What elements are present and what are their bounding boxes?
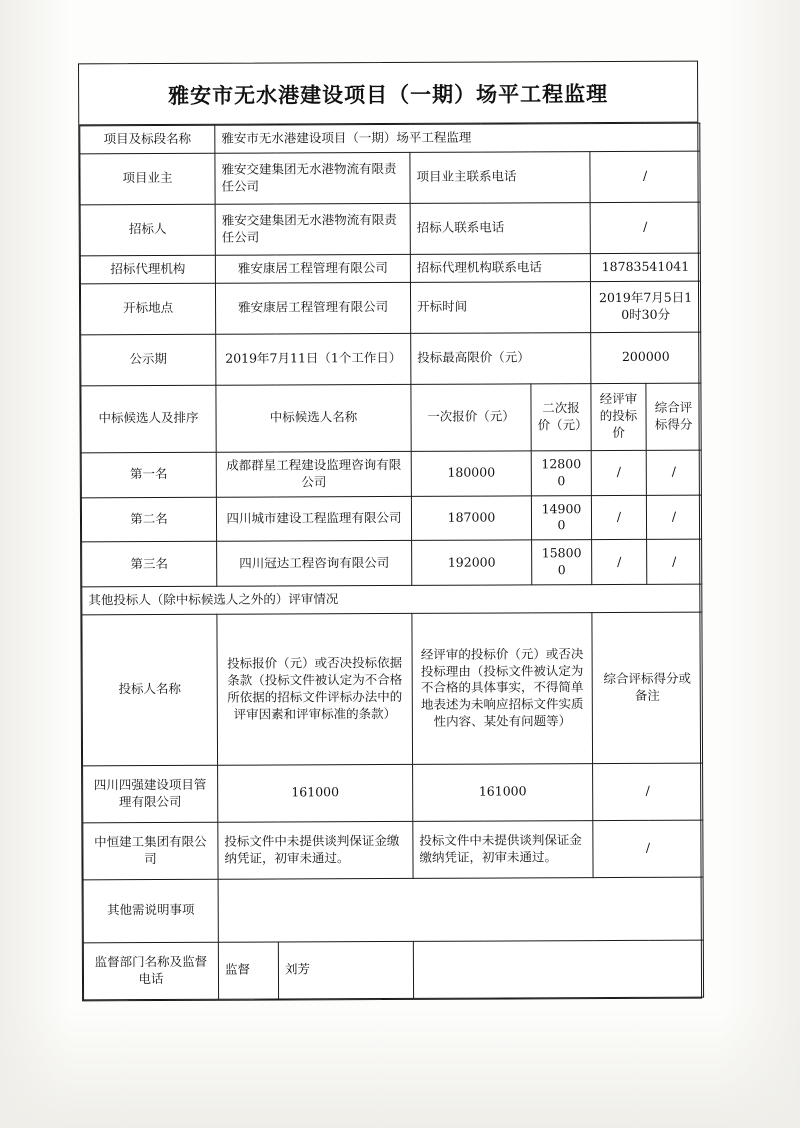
publicity-label: 公示期	[81, 334, 216, 386]
candidate-first-price: 187000	[411, 495, 531, 540]
candidate-name: 四川冠达工程咨询有限公司	[217, 541, 412, 587]
bid-result-announcement-table	[78, 61, 702, 1002]
candidates-reviewed-price-header: 经评审的投标价	[591, 383, 646, 450]
candidate-reviewed-price: /	[591, 495, 646, 540]
max-price-label: 投标最高限价（元）	[411, 332, 591, 384]
others-header-row	[82, 612, 703, 766]
table-row	[81, 332, 701, 386]
candidate-first-price: 192000	[412, 540, 532, 585]
table-row	[81, 495, 701, 542]
table-row	[80, 253, 700, 284]
other-notes-label: 其他需说明事项	[83, 879, 218, 943]
scan-shadow-right	[720, 0, 800, 1128]
bid-time-label: 开标时间	[410, 281, 590, 333]
bid-place-label: 开标地点	[80, 283, 215, 335]
candidate-reviewed-price: /	[591, 450, 646, 495]
owner-phone-value: /	[590, 151, 700, 202]
supervision-label: 监督部门名称及监督电话	[83, 942, 218, 1000]
supervision-phone	[413, 940, 703, 998]
project-name-label: 项目及标段名称	[80, 125, 215, 153]
candidates-score-header: 综合评标得分	[646, 383, 701, 450]
table-row	[80, 151, 700, 205]
candidate-first-price: 180000	[411, 451, 531, 496]
candidate-rank: 第一名	[81, 452, 216, 497]
bid-time-value: 2019年7月5日10时30分	[590, 281, 700, 332]
others-bid-price-header: 投标报价（元）或否决投标依据条款（投标文件被认定为不合格所依据的招标文件评标办法中的评审因素和评审标准的条款）	[217, 613, 413, 765]
other-score-note: /	[593, 763, 703, 820]
scan-shadow-left	[0, 0, 70, 1128]
supervision-person: 刘芳	[278, 941, 413, 999]
candidate-second-price: 128000	[531, 450, 591, 495]
agency-value: 雅安康居工程管理有限公司	[215, 254, 410, 283]
publicity-value: 2019年7月11日（1个工作日）	[216, 333, 411, 385]
agency-label: 招标代理机构	[80, 255, 215, 283]
candidate-score: /	[646, 450, 701, 495]
candidate-second-price: 149000	[531, 495, 591, 540]
table-row	[82, 584, 702, 615]
table-row	[80, 281, 700, 335]
other-bidder-name: 四川四强建设项目管理有限公司	[83, 765, 218, 823]
bid-place-value: 雅安康居工程管理有限公司	[215, 282, 410, 334]
other-notes-value	[218, 877, 703, 942]
table-row	[81, 450, 701, 497]
others-reviewed-price-header: 经评审的投标价（元）或否决投标理由（投标文件被认定为不合格的具体事实，不得简单地表述为未响应招标文件实质性内容、某处有问题等）	[412, 612, 593, 764]
table-row	[82, 539, 702, 586]
others-bidder-name-header: 投标人名称	[82, 614, 218, 766]
candidates-second-price-header: 二次报价（元）	[531, 383, 591, 450]
max-price-value: 200000	[591, 332, 701, 383]
candidates-header-row	[81, 383, 701, 453]
candidates-rank-header: 中标候选人及排序	[81, 385, 216, 453]
project-name-value: 雅安市无水港建设项目（一期）场平工程监理	[215, 123, 700, 153]
other-bid-price: 161000	[218, 764, 413, 822]
candidate-name: 成都群星工程建设监理咨询有限公司	[216, 451, 411, 497]
other-bidder-name: 中恒建工集团有限公司	[83, 822, 218, 880]
table-row	[83, 877, 703, 943]
candidates-first-price-header: 一次报价（元）	[411, 384, 531, 452]
other-bid-price: 投标文件中未提供谈判保证金缴纳凭证，初审未通过。	[218, 821, 413, 879]
candidate-score: /	[646, 495, 701, 540]
candidate-rank: 第二名	[81, 497, 216, 542]
tenderer-phone-value: /	[590, 202, 700, 253]
supervision-role: 监督	[218, 942, 278, 999]
owner-value: 雅安交建集团无水港物流有限责任公司	[215, 152, 410, 204]
table-row	[80, 123, 700, 154]
tenderer-value: 雅安交建集团无水港物流有限责任公司	[215, 203, 410, 255]
others-section-title: 其他投标人（除中标候选人之外的）评审情况	[82, 584, 702, 615]
candidate-reviewed-price: /	[592, 540, 647, 585]
candidate-score: /	[647, 539, 702, 584]
candidate-rank: 第三名	[82, 542, 217, 587]
table-row	[83, 820, 703, 880]
owner-phone-label: 项目业主联系电话	[410, 151, 590, 203]
candidate-second-price: 158000	[532, 540, 592, 585]
other-reviewed-price: 投标文件中未提供谈判保证金缴纳凭证，初审未通过。	[413, 820, 593, 878]
owner-label: 项目业主	[80, 153, 215, 205]
table-row	[83, 763, 703, 823]
candidate-name: 四川城市建设工程监理有限公司	[216, 496, 411, 542]
candidates-name-header: 中标候选人名称	[216, 384, 411, 452]
agency-phone-value: 18783541041	[590, 253, 700, 281]
agency-phone-label: 招标代理机构联系电话	[410, 253, 590, 282]
other-reviewed-price: 161000	[413, 763, 593, 821]
tenderer-label: 招标人	[80, 204, 215, 256]
others-score-note-header: 综合评标得分或备注	[592, 612, 703, 763]
other-score-note: /	[593, 820, 703, 877]
main-table	[79, 123, 704, 1001]
tenderer-phone-label: 招标人联系电话	[410, 202, 590, 254]
scan-shadow-bottom	[0, 1008, 800, 1128]
table-row	[80, 202, 700, 256]
table-row	[83, 940, 703, 1000]
page-title: 雅安市无水港建设项目（一期）场平工程监理	[79, 62, 697, 126]
